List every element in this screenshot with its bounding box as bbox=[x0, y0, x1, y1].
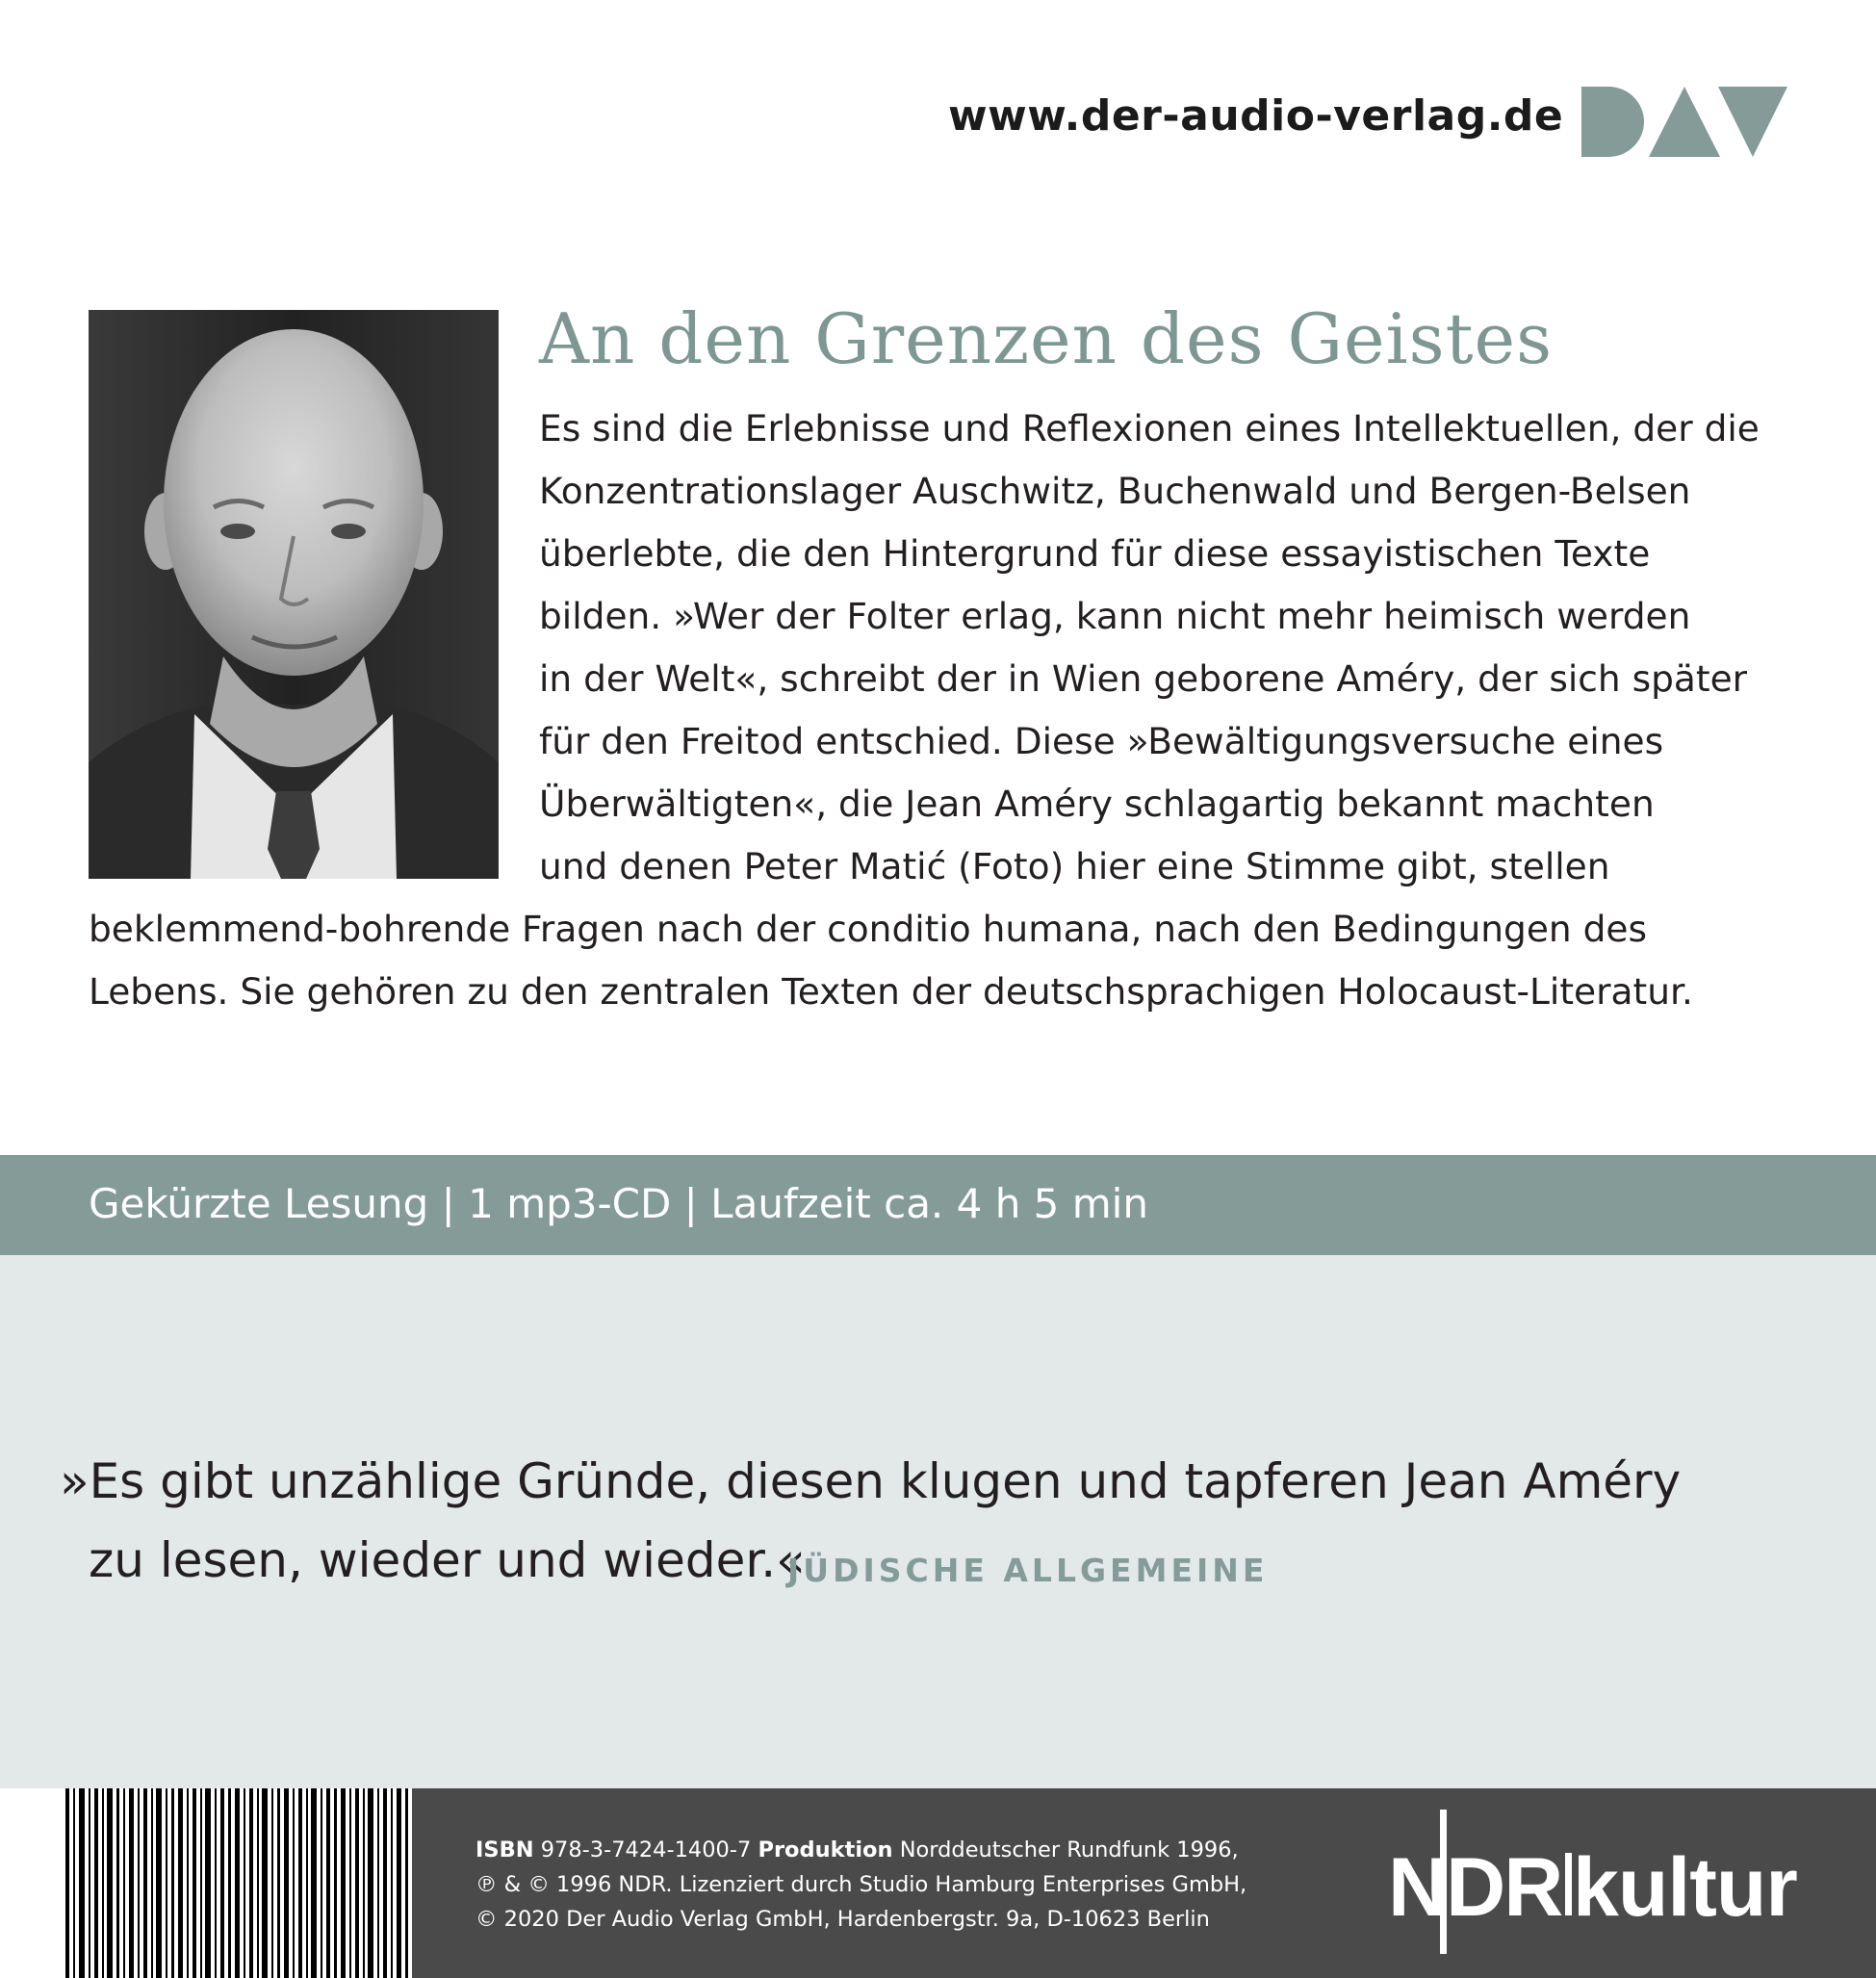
quote-source: JÜDISCHE ALLGEMEINE bbox=[787, 1552, 1269, 1589]
book-title: An den Grenzen des Geistes bbox=[539, 298, 1554, 379]
svg-text:kultur: kultur bbox=[1573, 1841, 1797, 1934]
description-line: überlebte, die den Hintergrund für diese essayistischen Texte bbox=[539, 532, 1651, 575]
quote-panel bbox=[0, 1255, 1876, 1788]
product-info: Gekürzte Lesung | 1 mp3-CD | Laufzeit ca. 4 h 5 min bbox=[89, 1180, 1148, 1227]
quote-line-1: »Es gibt unzählige Gründe, diesen klugen und tapferen Jean Améry bbox=[60, 1453, 1682, 1509]
description-line: Konzentrationslager Auschwitz, Buchenwald und Bergen-Belsen bbox=[539, 470, 1691, 512]
footer-line-2: ℗ & © 1996 NDR. Lizenziert durch Studio Hamburg Enterprises GmbH, bbox=[475, 1872, 1247, 1897]
description-line: bilden. »Wer der Folter erlag, kann nicht mehr heimisch werden bbox=[539, 595, 1691, 637]
description-line: und denen Peter Matić (Foto) hier eine Stimme gibt, stellen bbox=[539, 845, 1610, 887]
description-line: für den Freitod entschied. Diese »Bewältigungsversuche eines bbox=[539, 720, 1664, 762]
quote-line-2: zu lesen, wieder und wieder.« bbox=[89, 1532, 806, 1588]
footer-line-3: © 2020 Der Audio Verlag GmbH, Hardenbergstr. 9a, D-10623 Berlin bbox=[475, 1907, 1210, 1932]
ndr-kultur-logo bbox=[1384, 1810, 1808, 1954]
description-line: Überwältigten«, die Jean Améry schlagartig bekannt machten bbox=[539, 783, 1655, 825]
production: Norddeutscher Rundfunk 1996, bbox=[899, 1837, 1239, 1862]
author-portrait bbox=[89, 310, 499, 879]
isbn-label: ISBN bbox=[475, 1837, 534, 1862]
dav-logo bbox=[1581, 87, 1787, 157]
description-line: beklemmend-bohrende Fragen nach der conditio humana, nach den Bedingungen des bbox=[89, 908, 1648, 950]
isbn: 978-3-7424-1400-7 bbox=[540, 1837, 752, 1862]
description-line: Lebens. Sie gehören zu den zentralen Texten der deutschsprachigen Holocaust-Literatur. bbox=[89, 970, 1693, 1013]
description-line: Es sind die Erlebnisse und Reflexionen eines Intellektuellen, der die bbox=[539, 407, 1760, 450]
publisher-website[interactable]: www.der-audio-verlag.de bbox=[948, 91, 1564, 141]
description-line: in der Welt«, schreibt der in Wien geborene Améry, der sich später bbox=[539, 657, 1748, 700]
footer-line-1 bbox=[475, 1837, 1239, 1862]
production-label: Produktion bbox=[758, 1837, 893, 1862]
portrait-photo-icon bbox=[89, 310, 499, 879]
barcode-icon bbox=[65, 1788, 412, 1978]
svg-text:NDR: NDR bbox=[1388, 1841, 1562, 1934]
